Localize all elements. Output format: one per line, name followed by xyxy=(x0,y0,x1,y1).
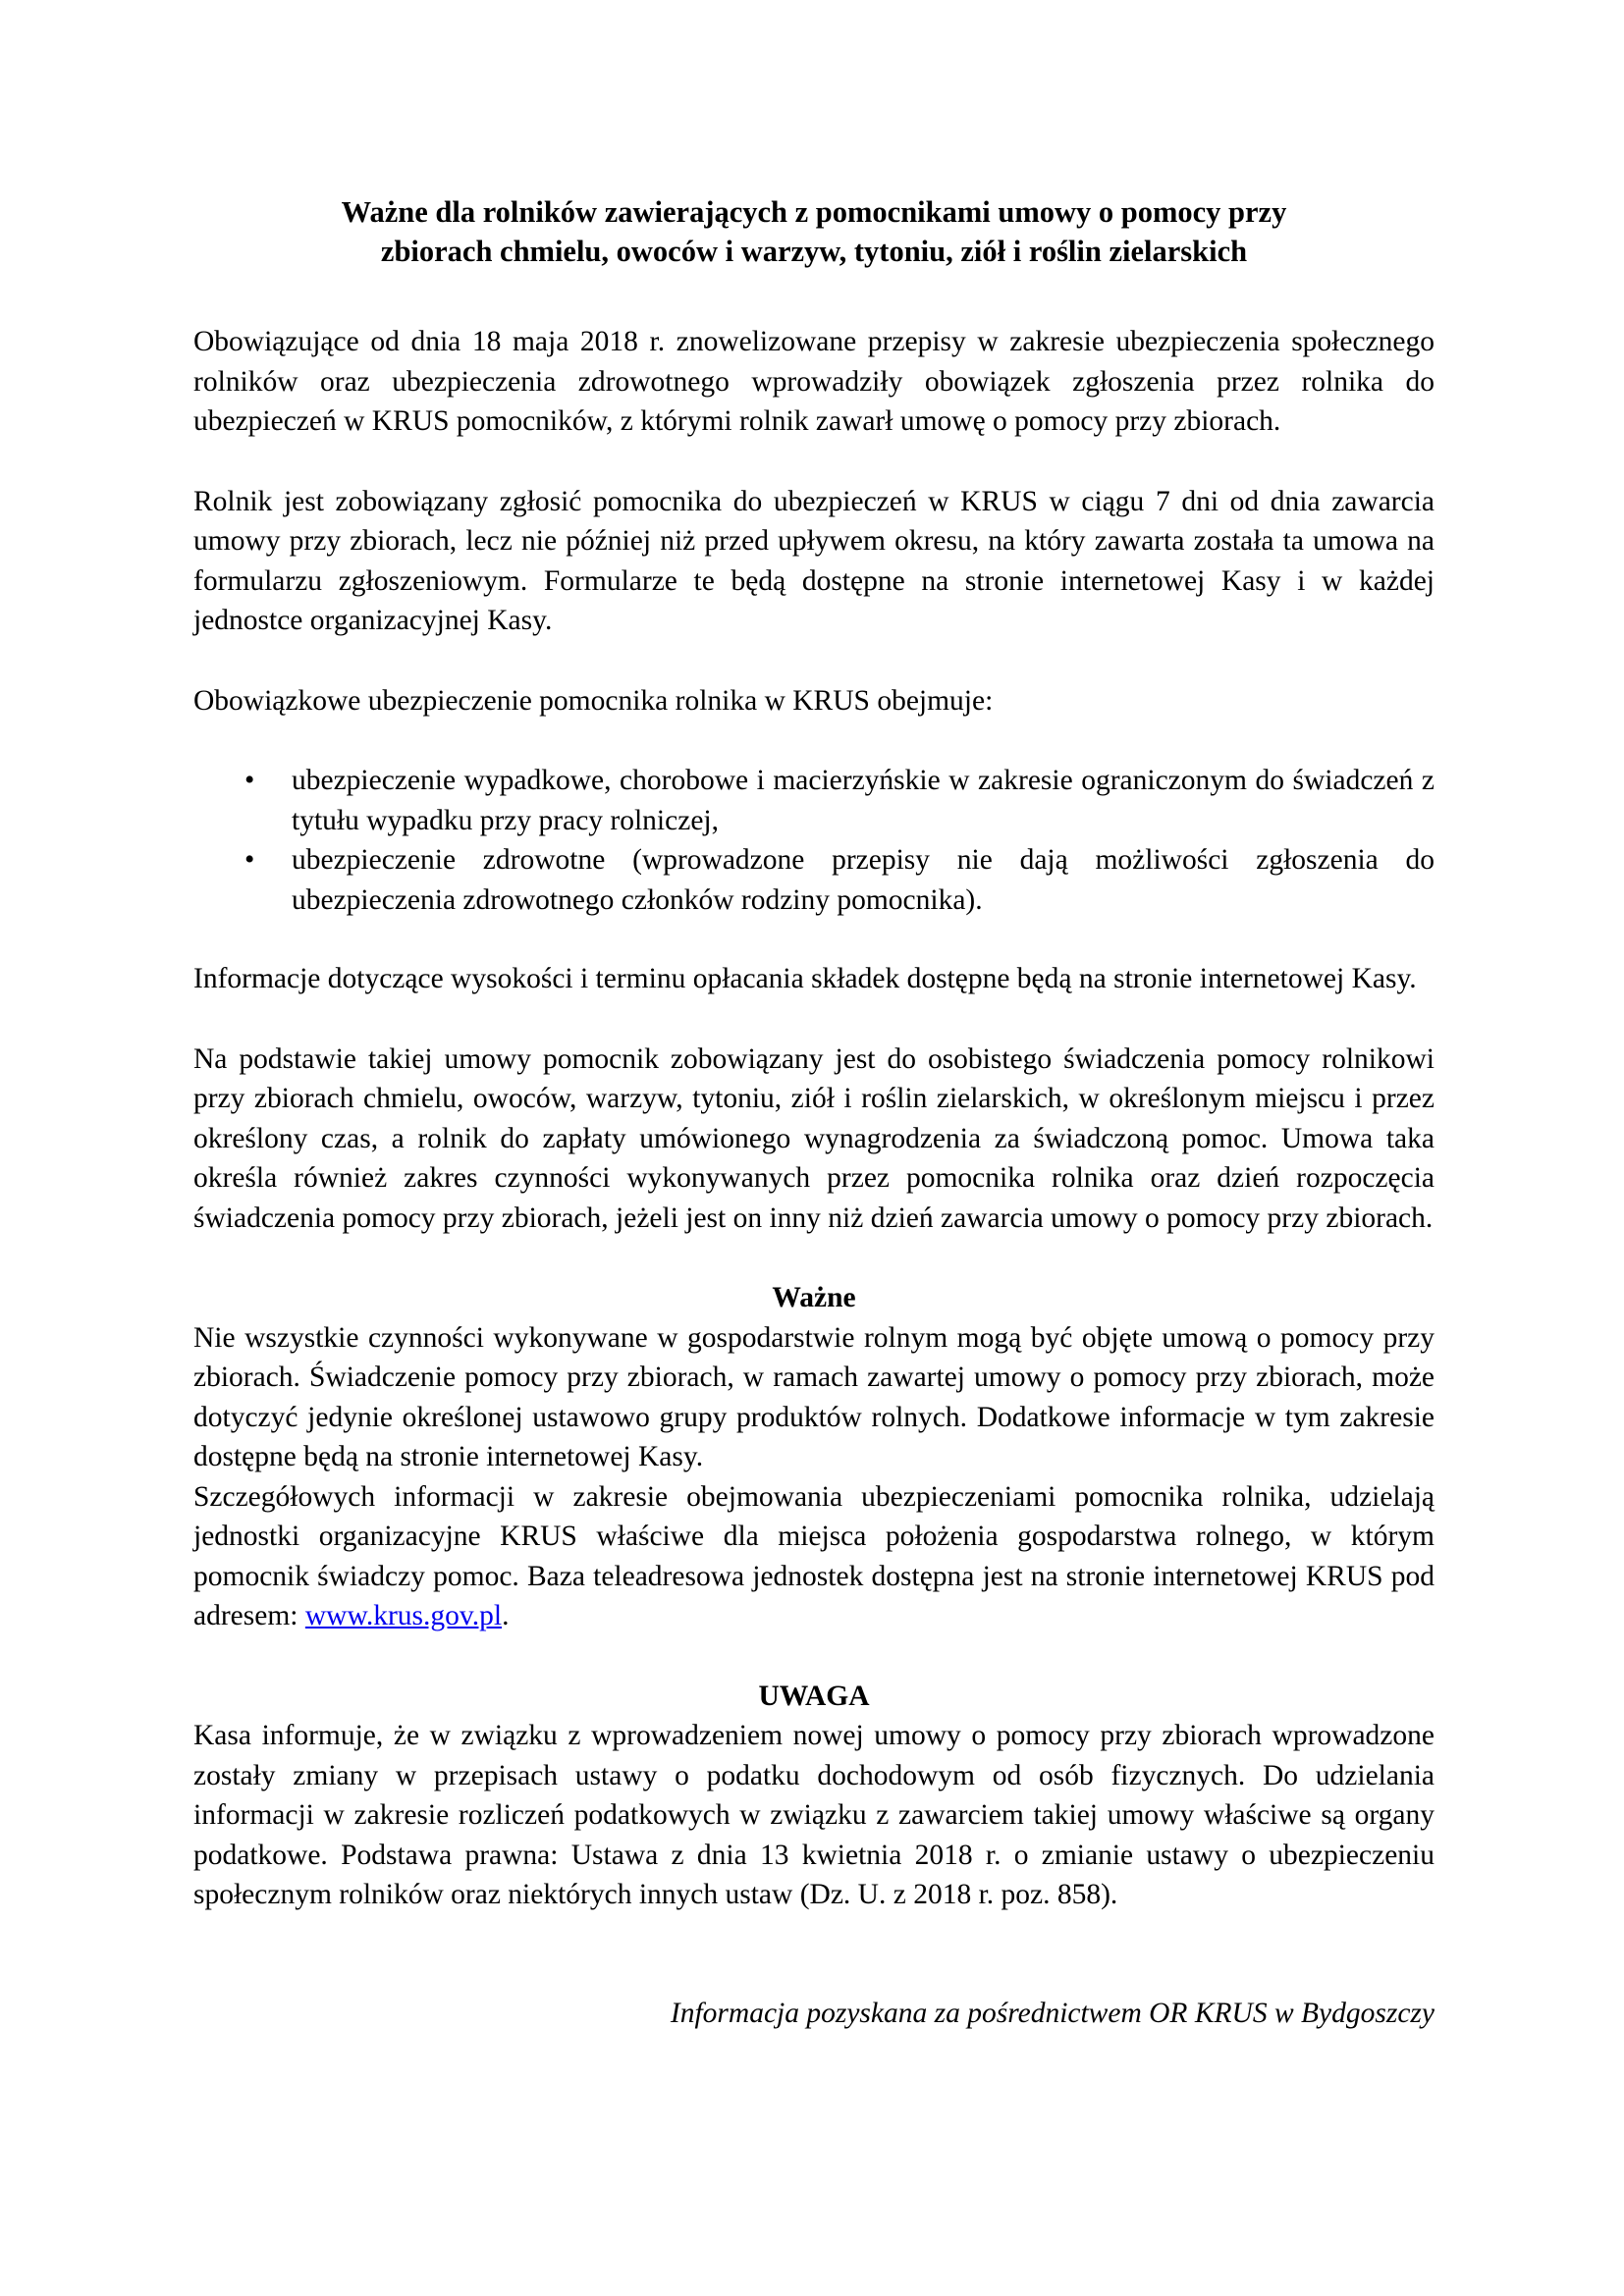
paragraph-important: Nie wszystkie czynności wykonywane w gospodarstwie rolnym mogą być objęte umową o pomocy przy zbiorach. Świadczenie pomocy przy zbiorach, w ramach zawartej umowy o pomocy przy zbiorach, może dotyczyć jedynie określonej ustawowo grupy produktów rolnych. Dodatkowe informacje w tym zakresie dostępne będą na stronie internetowej Kasy. xyxy=(193,1321,1435,1472)
heading-uwaga: UWAGA xyxy=(758,1680,870,1712)
paragraph-intro: Obowiązujące od dnia 18 maja 2018 r. znowelizowane przepisy w zakresie ubezpieczenia społecznego rolników oraz ubezpieczenia zdrowotnego wprowadziły obowiązek zgłoszenia przez rolnika do ubezpieczeń w KRUS pomocników, z którymi rolnik zawarł umowę o pomocy przy zbiorach. xyxy=(193,326,1435,437)
document-page xyxy=(193,192,1435,2033)
paragraph-insurance-scope: Obowiązkowe ubezpieczenie pomocnika rolnika w KRUS obejmuje: xyxy=(193,684,994,717)
bullet-icon: • xyxy=(244,765,255,796)
list-item-text: ubezpieczenie wypadkowe, chorobowe i macierzyńskie w zakresie ograniczonym do świadczeń z tytułu wypadku przy pracy rolniczej, xyxy=(292,765,1435,836)
bullet-icon: • xyxy=(244,844,255,876)
list-item xyxy=(193,840,1435,920)
insurance-scope-list xyxy=(193,761,1435,920)
title-line-2: zbiorach chmielu, owoców i warzyw, tytoniu, ziół i roślin zielarskich xyxy=(380,235,1248,268)
title-line-1: Ważne dla rolników zawierających z pomocnikami umowy o pomocy przy xyxy=(341,195,1287,229)
krus-website-link[interactable]: www.krus.gov.pl xyxy=(304,1600,503,1631)
paragraph-contributions: Informacje dotyczące wysokości i terminu opłacania składek dostępne będą na stronie internetowej Kasy. xyxy=(193,963,1417,994)
list-item-text: ubezpieczenie zdrowotne (wprowadzone przepisy nie dają możliwości zgłoszenia do ubezpieczenia zdrowotnego członków rodziny pomocnika). xyxy=(292,844,1435,916)
list-item xyxy=(193,761,1435,840)
paragraph-details xyxy=(193,1477,1435,1636)
paragraph-contract-terms: Na podstawie takiej umowy pomocnik zobowiązany jest do osobistego świadczenia pomocy rolnikowi przy zbiorach chmielu, owoców, warzyw, tytoniu, ziół i roślin zielarskich, w określonym miejscu i przez określony czas, a rolnik do zapłaty umówionego wynagrodzenia za świadczoną pomoc. Umowa taka określa również zakres czynności wykonywanych przez pomocnika rolnika oraz dzień rozpoczęcia świadczenia pomocy przy zbiorach, jeżeli jest on inny niż dzień zawarcia umowy o pomocy przy zbiorach. xyxy=(193,1042,1435,1234)
document-title xyxy=(193,192,1435,271)
paragraph-registration-deadline: Rolnik jest zobowiązany zgłosić pomocnika do ubezpieczeń w KRUS w ciągu 7 dni od dnia zawarcia umowy przy zbiorach, lecz nie później niż przed upływem okresu, na który zawarta została ta umowa na formularzu zgłoszeniowym. Formularze te będą dostępne na stronie internetowej Kasy i w każdej jednostce organizacyjnej Kasy. xyxy=(193,485,1435,636)
paragraph-tax-notice: Kasa informuje, że w związku z wprowadzeniem nowej umowy o pomocy przy zbiorach wprowadzone zostały zmiany w przepisach ustawy o podatku dochodowym od osób fizycznych. Do udzielania informacji w zakresie rozliczeń podatkowych w związku z zawarciem takiej umowy właściwe są organy podatkowe. Podstawa prawna: Ustawa z dnia 13 kwietnia 2018 r. o zmianie ustawy o ubezpieczeniu społecznym rolników oraz niektórych innych ustaw (Dz. U. z 2018 r. poz. 858). xyxy=(193,1720,1435,1910)
heading-wazne: Ważne xyxy=(772,1282,856,1313)
paragraph-details-text: Szczegółowych informacji w zakresie obejmowania ubezpieczeniami pomocnika rolnika, udzielają jednostki organizacyjne KRUS właściwe dla miejsca położenia gospodarstwa rolnego, w którym pomocnik świadczy pomoc. Baza teleadresowa jednostek dostępna jest na stronie internetowej KRUS pod adresem: xyxy=(193,1480,1435,1631)
source-note: Informacja pozyskana za pośrednictwem OR KRUS w Bydgoszczy xyxy=(670,1997,1435,2029)
paragraph-details-end: . xyxy=(502,1600,510,1631)
